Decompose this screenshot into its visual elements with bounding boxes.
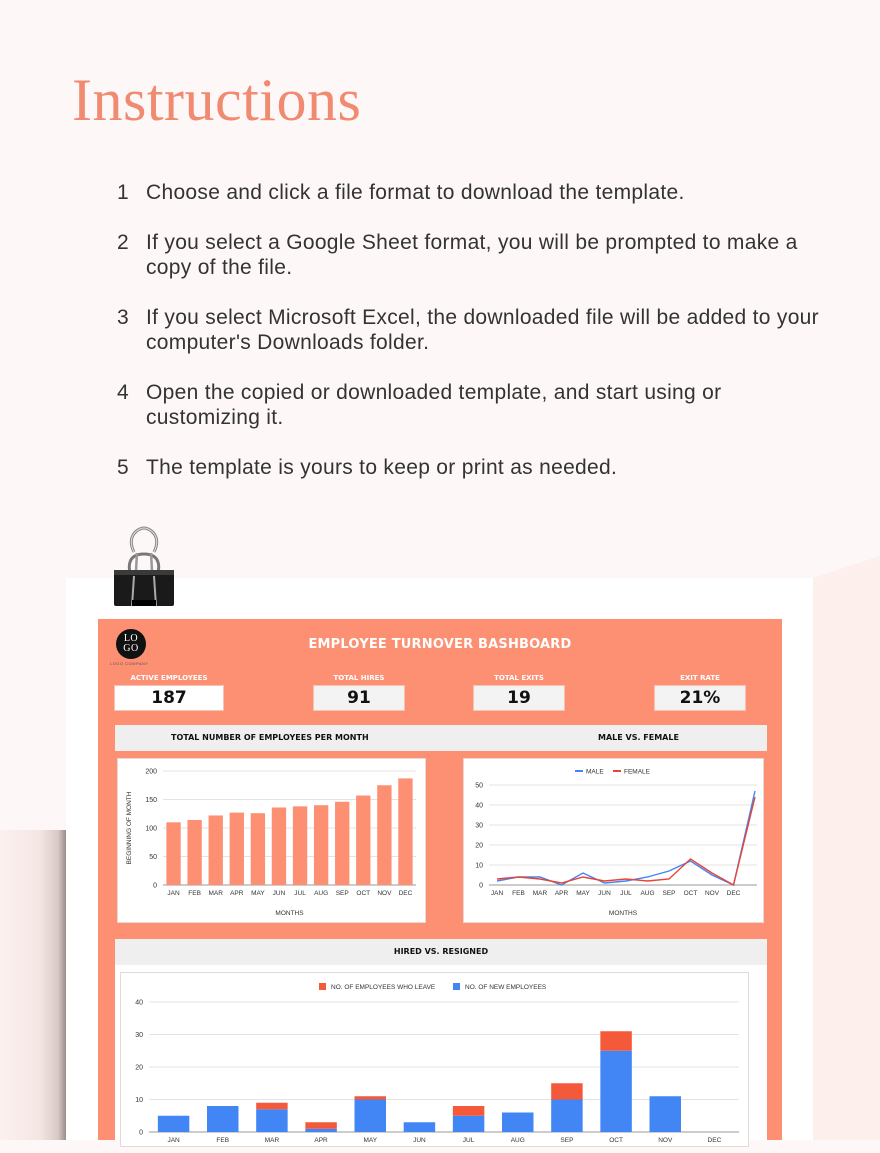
svg-text:DEC: DEC [398, 890, 413, 897]
svg-text:20: 20 [135, 1064, 143, 1072]
kpi-value: 91 [313, 685, 405, 711]
svg-text:OCT: OCT [683, 890, 698, 897]
svg-text:MAR: MAR [532, 890, 548, 897]
svg-text:AUG: AUG [314, 890, 329, 897]
bar-leave [453, 1106, 484, 1116]
svg-text:JUN: JUN [272, 890, 286, 897]
bar [356, 796, 370, 885]
hired-resigned-panel [115, 965, 767, 1144]
section-header-row [115, 725, 767, 751]
svg-text:FEMALE: FEMALE [624, 768, 651, 776]
svg-text:APR: APR [554, 890, 569, 897]
step-5 [117, 455, 837, 480]
bar-leave [256, 1103, 287, 1110]
svg-text:APR: APR [230, 890, 244, 897]
bar-new [650, 1096, 681, 1132]
svg-text:30: 30 [135, 1032, 143, 1039]
svg-text:40: 40 [135, 999, 143, 1007]
svg-text:50: 50 [475, 782, 483, 790]
svg-text:OCT: OCT [609, 1137, 623, 1144]
kpi-label: ACTIVE EMPLOYEES [130, 674, 208, 682]
stacked-bar-chart [121, 973, 750, 1148]
svg-text:0: 0 [139, 1129, 143, 1137]
svg-text:NO. OF NEW EMPLOYEES: NO. OF NEW EMPLOYEES [465, 984, 547, 991]
bar [377, 785, 391, 885]
bar [187, 820, 201, 885]
bar-new [158, 1116, 189, 1132]
svg-text:JUL: JUL [294, 890, 306, 897]
svg-text:FEB: FEB [512, 890, 525, 897]
svg-text:JUL: JUL [462, 1137, 475, 1144]
bar-new [551, 1100, 582, 1133]
svg-text:10: 10 [475, 862, 483, 870]
bar-leave [600, 1031, 631, 1051]
bar [209, 815, 223, 885]
svg-text:SEP: SEP [662, 890, 676, 897]
logo-line-1: LO [123, 633, 139, 644]
line-chart [464, 759, 765, 924]
chart-employees-per-month [117, 758, 426, 923]
step-number: 3 [117, 306, 129, 329]
svg-text:BEGINNING OF MONTH: BEGINNING OF MONTH [126, 791, 133, 865]
bar [314, 805, 328, 885]
svg-text:MAR: MAR [208, 890, 223, 897]
kpi-value: 19 [473, 685, 565, 711]
step-2 [117, 230, 837, 280]
svg-text:AUG: AUG [640, 890, 655, 897]
bar-new [453, 1116, 484, 1132]
section-header-hired-resigned [115, 939, 767, 965]
section-title-male-female: MALE VS. FEMALE [598, 733, 679, 742]
bar [272, 807, 286, 885]
page-title: Instructions [72, 67, 362, 133]
bar-new [305, 1129, 336, 1132]
step-1 [117, 180, 837, 205]
svg-text:30: 30 [475, 822, 483, 830]
bar [166, 822, 180, 885]
svg-text:10: 10 [135, 1097, 143, 1104]
svg-text:FEB: FEB [216, 1137, 230, 1144]
svg-text:MAY: MAY [363, 1137, 378, 1144]
binder-clip-icon [112, 526, 176, 610]
kpi-value: 21% [654, 685, 746, 711]
chart-male-female [463, 758, 764, 923]
step-number: 4 [117, 381, 129, 404]
svg-text:APR: APR [314, 1137, 328, 1144]
bar [335, 802, 349, 885]
svg-text:NO. OF EMPLOYEES WHO LEAVE: NO. OF EMPLOYEES WHO LEAVE [331, 984, 436, 991]
svg-text:MAR: MAR [264, 1137, 280, 1144]
kpi-value: 187 [114, 685, 224, 711]
svg-text:MONTHS: MONTHS [275, 910, 304, 917]
step-text: If you select a Google Sheet format, you will be prompted to make a copy of the file. [146, 231, 798, 279]
svg-text:MONTHS: MONTHS [608, 910, 638, 917]
svg-text:JUL: JUL [620, 890, 632, 897]
step-number: 1 [117, 181, 129, 204]
bar-new [207, 1106, 238, 1132]
kpi-label: TOTAL HIRES [333, 674, 385, 682]
bar-leave [551, 1083, 582, 1099]
step-text: Choose and click a file format to download the template. [146, 181, 685, 204]
bar-chart [118, 759, 427, 924]
bar [251, 813, 265, 885]
svg-text:NOV: NOV [377, 890, 392, 897]
svg-text:0: 0 [153, 882, 157, 890]
kpi-total-exits [464, 674, 574, 711]
dashboard [98, 619, 782, 1144]
bar-leave [355, 1096, 386, 1099]
svg-text:DEC: DEC [707, 1137, 722, 1144]
svg-text:OCT: OCT [356, 890, 371, 897]
svg-text:50: 50 [149, 854, 157, 861]
kpi-exit-rate [645, 674, 755, 711]
bar-new [600, 1051, 631, 1132]
paper-shadow [0, 830, 66, 1140]
bar [398, 778, 412, 885]
svg-text:20: 20 [475, 842, 483, 850]
svg-text:150: 150 [145, 797, 157, 804]
svg-text:JAN: JAN [167, 1137, 180, 1144]
svg-text:200: 200 [145, 768, 157, 776]
svg-text:JUN: JUN [413, 1137, 426, 1144]
kpi-active-employees [114, 674, 224, 711]
svg-text:0: 0 [479, 882, 483, 890]
svg-text:MAY: MAY [251, 890, 265, 897]
section-title-employees-per-month: TOTAL NUMBER OF EMPLOYEES PER MONTH [171, 733, 369, 742]
svg-text:JAN: JAN [490, 890, 504, 897]
chart-hired-resigned [120, 972, 749, 1147]
bar-new [404, 1122, 435, 1132]
svg-text:SEP: SEP [335, 890, 349, 897]
svg-text:FEB: FEB [188, 890, 201, 897]
section-title-hired-resigned: HIRED VS. RESIGNED [393, 947, 489, 956]
kpi-total-hires [304, 674, 414, 711]
bar-leave [305, 1122, 336, 1129]
svg-text:NOV: NOV [704, 890, 720, 897]
step-4 [117, 380, 837, 430]
step-number: 2 [117, 231, 129, 254]
svg-text:NOV: NOV [658, 1137, 673, 1144]
instruction-steps [117, 180, 837, 505]
step-text: Open the copied or downloaded template, and start using or customizing it. [146, 381, 722, 429]
svg-text:MALE: MALE [586, 768, 604, 776]
bar-new [502, 1113, 533, 1133]
bar-new [355, 1100, 386, 1133]
step-text: The template is yours to keep or print as needed. [146, 456, 618, 479]
kpi-label: EXIT RATE [680, 674, 720, 682]
logo-line-2: GO [123, 643, 139, 654]
logo-company: LOGO COMPANY [110, 661, 149, 666]
svg-text:100: 100 [145, 825, 157, 833]
line-female [497, 797, 755, 885]
step-3 [117, 305, 837, 355]
svg-text:JAN: JAN [167, 890, 180, 897]
kpi-label: TOTAL EXITS [494, 674, 544, 682]
step-number: 5 [117, 456, 129, 479]
step-text: If you select Microsoft Excel, the downloaded file will be added to your computer's Downloads folder. [146, 306, 819, 354]
svg-text:AUG: AUG [510, 1137, 525, 1144]
bar-new [256, 1109, 287, 1132]
bar [293, 806, 307, 885]
svg-text:MAY: MAY [576, 890, 590, 897]
dashboard-title: EMPLOYEE TURNOVER BASHBOARD [308, 637, 572, 652]
svg-text:40: 40 [475, 802, 483, 810]
svg-text:DEC: DEC [726, 890, 741, 897]
svg-text:SEP: SEP [560, 1137, 574, 1144]
background-shape [813, 556, 880, 1140]
bar [230, 813, 244, 885]
svg-text:JUN: JUN [598, 890, 611, 897]
